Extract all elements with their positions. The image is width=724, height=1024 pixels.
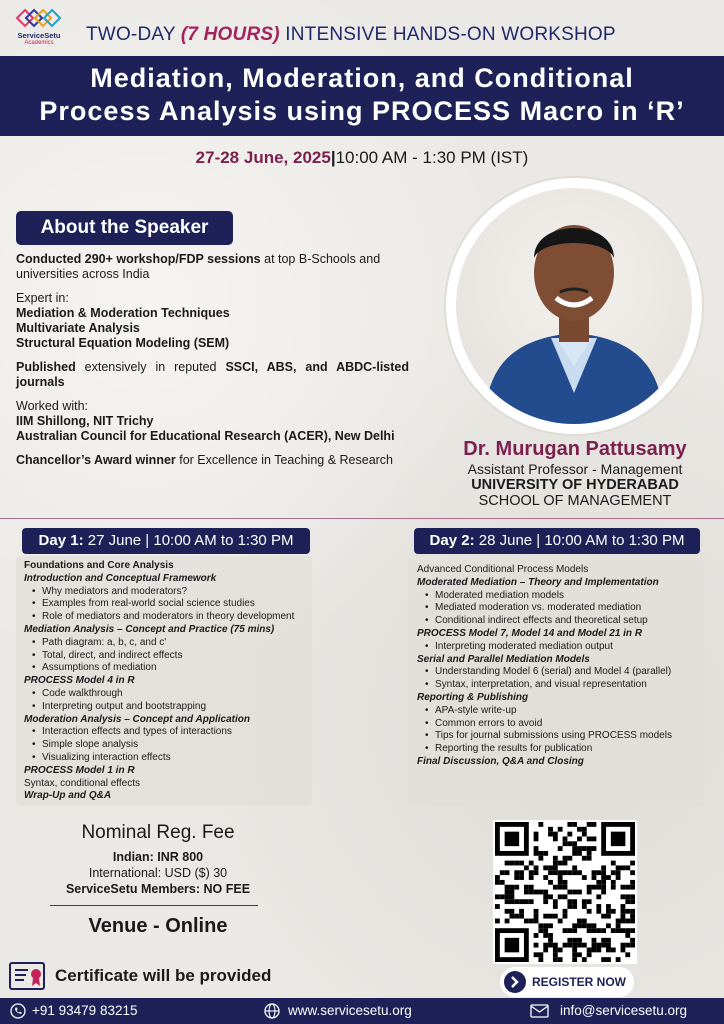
agenda-heading: Moderation Analysis – Concept and Application bbox=[24, 713, 250, 725]
agenda-bullet: • Total, direct, and indirect effects bbox=[24, 650, 312, 663]
certificate-icon bbox=[8, 960, 48, 992]
agenda-bullet: • Role of mediators and moderators in theory development bbox=[24, 611, 312, 624]
footer-phone[interactable]: +91 93479 83215 bbox=[32, 1003, 138, 1018]
logo-name: ServiceSetu bbox=[17, 31, 61, 40]
section-divider bbox=[0, 518, 724, 519]
agenda-bullet: • Reporting the results for publication bbox=[417, 743, 705, 756]
date-time: 27-28 June, 2025|10:00 AM - 1:30 PM (IST) bbox=[195, 148, 529, 167]
agenda-bullet: • APA-style write-up bbox=[417, 705, 705, 718]
speaker-university: UNIVERSITY OF HYDERABAD bbox=[471, 477, 679, 493]
workshop-type: TWO-DAY (7 HOURS) INTENSIVE HANDS-ON WORKSHOP bbox=[86, 24, 616, 45]
agenda-bullet: • Tips for journal submissions using PROCESS models bbox=[417, 730, 705, 743]
agenda-heading: Final Discussion, Q&A and Closing bbox=[417, 755, 584, 767]
event-time: 10:00 AM - 1:30 PM (IST) bbox=[335, 148, 529, 167]
agenda-heading: Mediation Analysis – Concept and Practice (75 mins) bbox=[24, 623, 275, 635]
fee-international: International: USD ($) 30 bbox=[88, 866, 228, 880]
agenda-bullet: • Interpreting moderated mediation output bbox=[417, 641, 705, 654]
arrow-right-icon bbox=[504, 971, 526, 993]
agenda-bullet: • Examples from real-world social science studies bbox=[24, 598, 312, 611]
speaker-role: Assistant Professor - Management bbox=[467, 461, 683, 477]
day1-agenda bbox=[24, 560, 312, 803]
agenda-text: Syntax, conditional effects bbox=[24, 777, 140, 789]
speaker-bio: Conducted 290+ workshop/FDP sessions at top B-Schools and universities across India Expert in: Mediation & Moderation Techniques Multivariate Analysis Structural Equation Modeling (SEM) Published extensively in reputed SSCI, ABS, and ABDC-listed journals Worked with: IIM Shillong, NIT Trichy Australian Council for Educational Research (ACER), New Delhi Chancellor’s Award winner for Excellence in Teaching & Research bbox=[16, 252, 409, 467]
agenda-bullet: • Path diagram: a, b, c, and c' bbox=[24, 637, 312, 650]
agenda-bullet: • Syntax, interpretation, and visual representation bbox=[417, 679, 705, 692]
day2-heading: Day 2: 28 June | 10:00 AM to 1:30 PM bbox=[414, 528, 700, 554]
fee-indian: Indian: INR 800 bbox=[112, 850, 204, 864]
fee-title: Nominal Reg. Fee bbox=[81, 822, 235, 843]
fee-members: ServiceSetu Members: NO FEE bbox=[65, 882, 251, 896]
mail-icon bbox=[528, 1003, 550, 1019]
agenda-text: Advanced Conditional Process Models bbox=[417, 564, 589, 575]
event-date: 27-28 June, 2025 bbox=[195, 148, 331, 167]
agenda-bullet: • Interpreting output and bootstrapping bbox=[24, 701, 312, 714]
agenda-bullet: • Understanding Model 6 (serial) and Model 4 (parallel) bbox=[417, 666, 705, 679]
phone-icon bbox=[10, 1003, 26, 1019]
agenda-heading: Moderated Mediation – Theory and Implementation bbox=[417, 576, 659, 588]
agenda-heading: PROCESS Model 4 in R bbox=[24, 675, 135, 687]
register-now-button[interactable] bbox=[500, 967, 634, 997]
speaker-photo bbox=[456, 188, 692, 424]
agenda-bullet: • Interaction effects and types of interactions bbox=[24, 726, 312, 739]
footer-website[interactable]: www.servicesetu.org bbox=[288, 1003, 412, 1018]
agenda-heading: PROCESS Model 7, Model 14 and Model 21 in R bbox=[417, 627, 643, 639]
agenda-bullet: • Visualizing interaction effects bbox=[24, 752, 312, 765]
agenda-bullet: • Mediated moderation vs. moderated mediation bbox=[417, 602, 705, 615]
register-label: REGISTER NOW bbox=[532, 975, 627, 989]
speaker-name: Dr. Murugan Pattusamy bbox=[463, 438, 687, 460]
agenda-heading: Wrap-Up and Q&A bbox=[24, 790, 112, 802]
agenda-heading: Foundations and Core Analysis bbox=[24, 560, 174, 571]
venue: Venue - Online bbox=[88, 915, 228, 937]
certificate-note: Certificate will be provided bbox=[55, 966, 272, 985]
agenda-bullet: • Simple slope analysis bbox=[24, 739, 312, 752]
agenda-heading: Serial and Parallel Mediation Models bbox=[417, 653, 590, 665]
registration-qr-code[interactable] bbox=[493, 820, 637, 964]
agenda-bullet: • Conditional indirect effects and theoretical setup bbox=[417, 615, 705, 628]
agenda-heading: Introduction and Conceptual Framework bbox=[24, 572, 217, 584]
qr-code-icon bbox=[495, 822, 635, 962]
workshop-title: Mediation, Moderation, and Conditional Process Analysis using PROCESS Macro in ‘R’ bbox=[39, 63, 685, 126]
agenda-bullet: • Moderated mediation models bbox=[417, 590, 705, 603]
logo-subtitle: Academics bbox=[24, 40, 54, 46]
globe-icon bbox=[264, 1003, 280, 1019]
agenda-bullet: • Assumptions of mediation bbox=[24, 662, 312, 675]
footer-email[interactable]: info@servicesetu.org bbox=[560, 1003, 688, 1018]
fee-divider bbox=[50, 905, 258, 906]
day2-agenda bbox=[417, 564, 705, 769]
agenda-bullet: • Code walkthrough bbox=[24, 688, 312, 701]
about-speaker-heading: About the Speaker bbox=[16, 211, 233, 245]
day1-heading: Day 1: 27 June | 10:00 AM to 1:30 PM bbox=[22, 528, 310, 554]
agenda-bullet: • Common errors to avoid bbox=[417, 718, 705, 731]
agenda-heading: Reporting & Publishing bbox=[417, 691, 529, 703]
speaker-portrait-icon bbox=[456, 188, 692, 424]
speaker-school: SCHOOL OF MANAGEMENT bbox=[478, 493, 672, 509]
agenda-heading: PROCESS Model 1 in R bbox=[24, 764, 135, 776]
agenda-bullet: • Why mediators and moderators? bbox=[24, 586, 312, 599]
